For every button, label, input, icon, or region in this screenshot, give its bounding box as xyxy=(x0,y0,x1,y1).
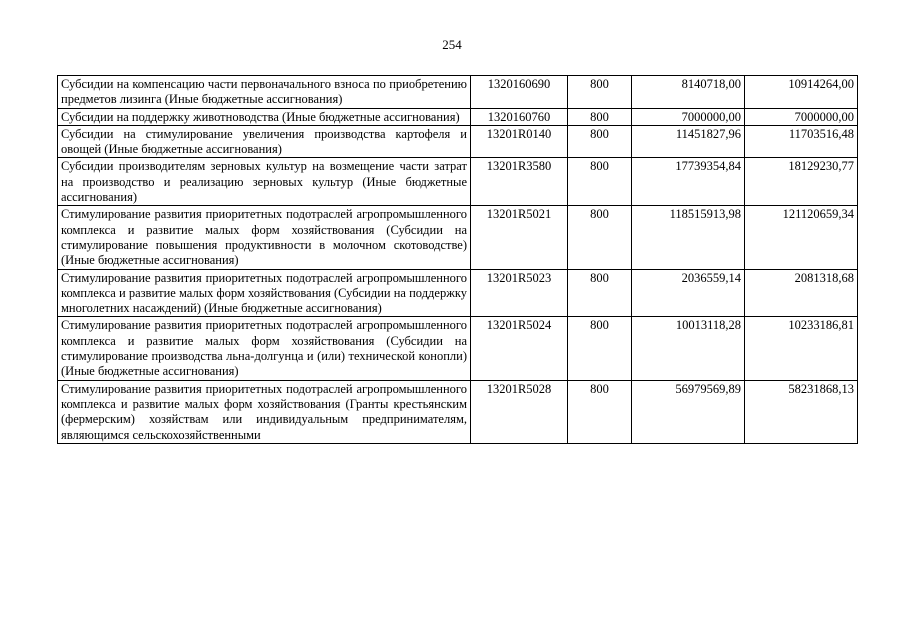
row-sum-1: 8140718,00 xyxy=(632,76,745,109)
row-description: Субсидии на поддержку животноводства (Иные бюджетные ассигнования) xyxy=(58,108,471,125)
row-code: 13201R0140 xyxy=(471,125,568,158)
row-sum-2: 18129230,77 xyxy=(745,158,858,206)
budget-table xyxy=(57,75,858,444)
row-sum-1: 2036559,14 xyxy=(632,269,745,317)
row-description: Субсидии производителям зерновых культур на возмещение части затрат на производство и реализацию зерновых культур (Иные бюджетные ассигнования) xyxy=(58,158,471,206)
page-number: 254 xyxy=(442,37,462,52)
row-code: 13201R5024 xyxy=(471,317,568,380)
row-expense-type: 800 xyxy=(568,269,632,317)
row-expense-type: 800 xyxy=(568,76,632,109)
row-code: 1320160690 xyxy=(471,76,568,109)
row-sum-2: 121120659,34 xyxy=(745,206,858,269)
row-sum-2: 58231868,13 xyxy=(745,380,858,443)
row-expense-type: 800 xyxy=(568,158,632,206)
row-expense-type: 800 xyxy=(568,108,632,125)
row-sum-1: 10013118,28 xyxy=(632,317,745,380)
row-sum-2: 2081318,68 xyxy=(745,269,858,317)
row-sum-2: 10914264,00 xyxy=(745,76,858,109)
row-expense-type: 800 xyxy=(568,317,632,380)
row-sum-2: 7000000,00 xyxy=(745,108,858,125)
row-code: 13201R5023 xyxy=(471,269,568,317)
row-sum-1: 17739354,84 xyxy=(632,158,745,206)
row-expense-type: 800 xyxy=(568,125,632,158)
row-expense-type: 800 xyxy=(568,380,632,443)
table-row xyxy=(58,76,858,109)
row-sum-1: 11451827,96 xyxy=(632,125,745,158)
row-code: 1320160760 xyxy=(471,108,568,125)
row-sum-2: 10233186,81 xyxy=(745,317,858,380)
table-row xyxy=(58,380,858,443)
row-description: Стимулирование развития приоритетных подотраслей агропромышленного комплекса и развитие малых форм хозяйствования (Субсидии на стимулирование повышения продуктивности в молочном скотоводстве) (Иные бюджетные ассигнования) xyxy=(58,206,471,269)
table-row xyxy=(58,206,858,269)
row-sum-2: 11703516,48 xyxy=(745,125,858,158)
row-sum-1: 56979569,89 xyxy=(632,380,745,443)
row-code: 13201R5021 xyxy=(471,206,568,269)
row-description: Стимулирование развития приоритетных подотраслей агропромышленного комплекса и развитие малых форм хозяйствования (Гранты крестьянским (фермерским) хозяйствам или индивидуальным предпринимателям, являющимся сельскохозяйственными xyxy=(58,380,471,443)
row-expense-type: 800 xyxy=(568,206,632,269)
row-description: Субсидии на стимулирование увеличения производства картофеля и овощей (Иные бюджетные ассигнования) xyxy=(58,125,471,158)
table-row xyxy=(58,317,858,380)
table-row xyxy=(58,158,858,206)
table-row xyxy=(58,125,858,158)
row-sum-1: 118515913,98 xyxy=(632,206,745,269)
row-description: Субсидии на компенсацию части первоначального взноса по приобретению предметов лизинга (Иные бюджетные ассигнования) xyxy=(58,76,471,109)
row-description: Стимулирование развития приоритетных подотраслей агропромышленного комплекса и развитие малых форм хозяйствования (Субсидии на поддержку многолетних насаждений) (Иные бюджетные ассигнования) xyxy=(58,269,471,317)
row-sum-1: 7000000,00 xyxy=(632,108,745,125)
row-code: 13201R3580 xyxy=(471,158,568,206)
table-row xyxy=(58,108,858,125)
row-description: Стимулирование развития приоритетных подотраслей агропромышленного комплекса и развитие малых форм хозяйствования (Субсидии на стимулирование производства льна-долгунца и (или) технической конопли) (Иные бюджетные ассигнования) xyxy=(58,317,471,380)
table-row xyxy=(58,269,858,317)
row-code: 13201R5028 xyxy=(471,380,568,443)
